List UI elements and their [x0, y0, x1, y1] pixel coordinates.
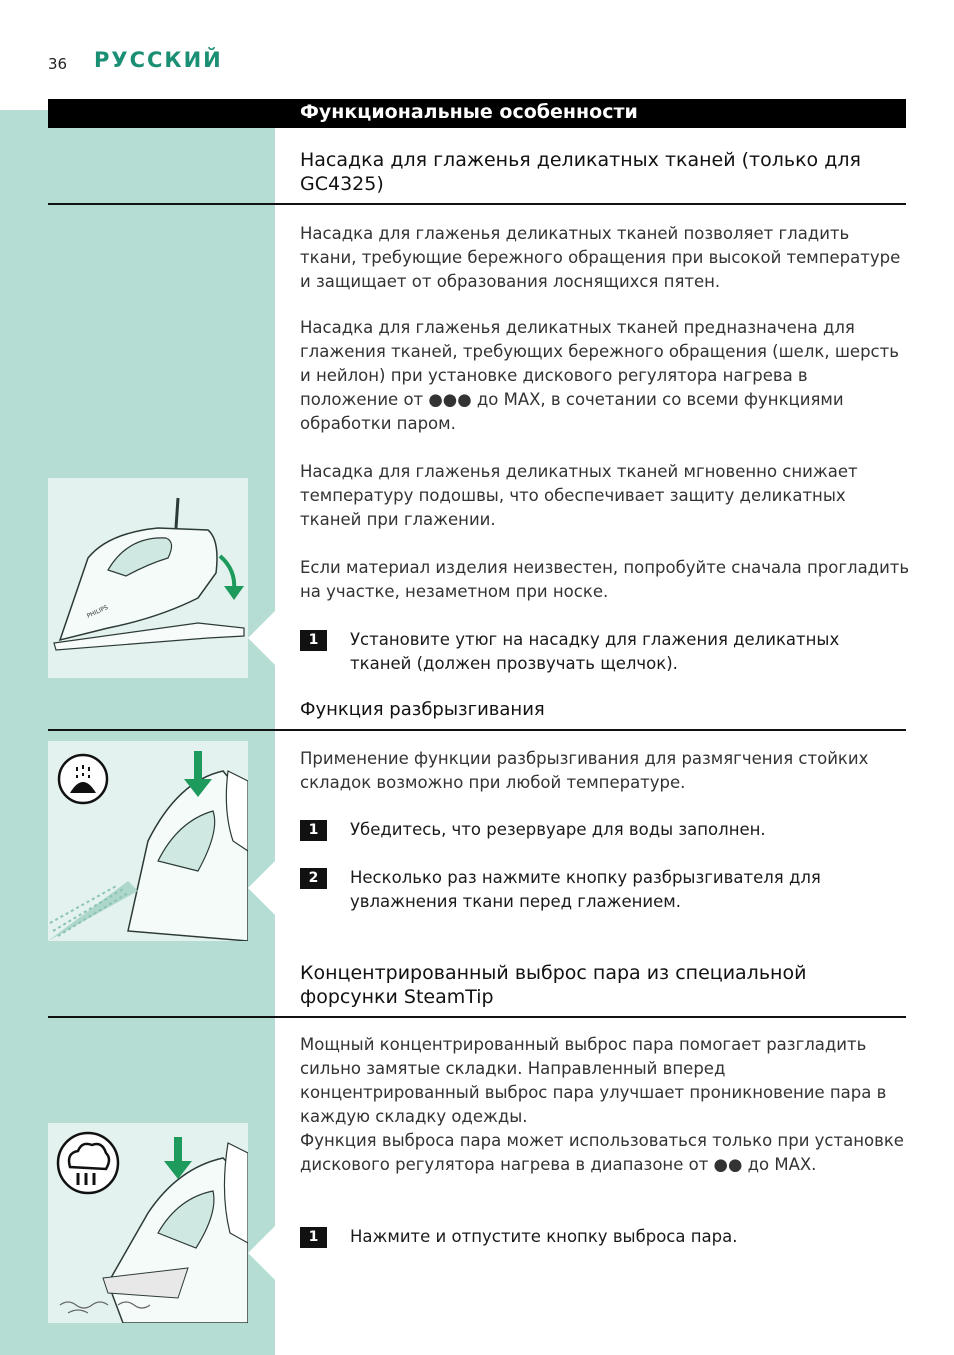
steam-shot-illustration [48, 1123, 248, 1323]
paragraph: Насадка для глаженья деликатных тканей позволяет гладить ткани, требующие бережного обращения при высокой температуре и защищает от образования лоснящихся пятен. [300, 224, 901, 291]
paragraph: Насадка для глаженья деликатных тканей мгновенно снижает температуру подошвы, что обеспечивает защиту деликатных тканей при глажении. [300, 462, 858, 529]
callout-notch [248, 610, 276, 666]
step-text: Установите утюг на насадку для глажения деликатных тканей (должен прозвучать щелчок). [350, 630, 840, 673]
step-item [300, 630, 910, 678]
callout-notch [248, 1225, 276, 1281]
spray-symbol-icon [59, 755, 107, 803]
step-text: Нажмите и отпустите кнопку выброса пара. [350, 1227, 738, 1246]
step-text: Несколько раз нажмите кнопку разбрызгивателя для увлажнения ткани перед глажением. [350, 868, 821, 911]
steamtip-heading: Концентрированный выброс пара из специальной форсунки SteamTip [300, 962, 807, 1008]
paragraph: Применение функции разбрызгивания для размягчения стойких складок возможно при любой температуре. [300, 749, 869, 792]
step-number: 1 [300, 630, 327, 651]
language-label: РУССКИЙ [94, 48, 223, 72]
iron-on-plate-illustration [48, 478, 248, 678]
iron-brand-text: PHILIPS [85, 603, 110, 620]
step-text: Убедитесь, что резервуаре для воды заполнен. [350, 820, 766, 839]
callout-notch [248, 860, 276, 916]
section-divider [48, 729, 906, 731]
step-item [300, 868, 910, 916]
step-item [300, 1227, 910, 1275]
step-number: 1 [300, 1227, 327, 1248]
paragraph: Насадка для глаженья деликатных тканей предназначена для глажения тканей, требующих бережного обращения (шелк, шерсть и нейлон) при установке дискового регулятора нагрева в положение от ●●● до MAX, в сочетании со всеми функциями обработки паром. [300, 318, 899, 433]
spray-illustration [48, 741, 248, 941]
spray-heading: Функция разбрызгивания [300, 699, 545, 720]
paragraph: Мощный концентрированный выброс пара помогает разгладить сильно замятые складки. Направленный вперед концентрированный выброс пара улучшает проникновение пара в каждую складку одежды. [300, 1035, 887, 1126]
section-title: Функциональные особенности [300, 101, 638, 123]
page-number: 36 [48, 55, 68, 73]
paragraph: Функция выброса пара может использоваться только при установке дискового регулятора нагрева в диапазоне от ●● до MAX. [300, 1131, 904, 1174]
section-divider [48, 203, 906, 205]
step-number: 1 [300, 820, 327, 841]
section-divider [48, 1016, 906, 1018]
paragraph: Если материал изделия неизвестен, попробуйте сначала прогладить на участке, незаметном при носке. [300, 558, 910, 601]
step-number: 2 [300, 868, 327, 889]
section-title-bar [48, 99, 906, 128]
step-item [300, 820, 910, 868]
delicate-plate-heading: Насадка для глаженья деликатных тканей (только для GC4325) [300, 149, 861, 195]
